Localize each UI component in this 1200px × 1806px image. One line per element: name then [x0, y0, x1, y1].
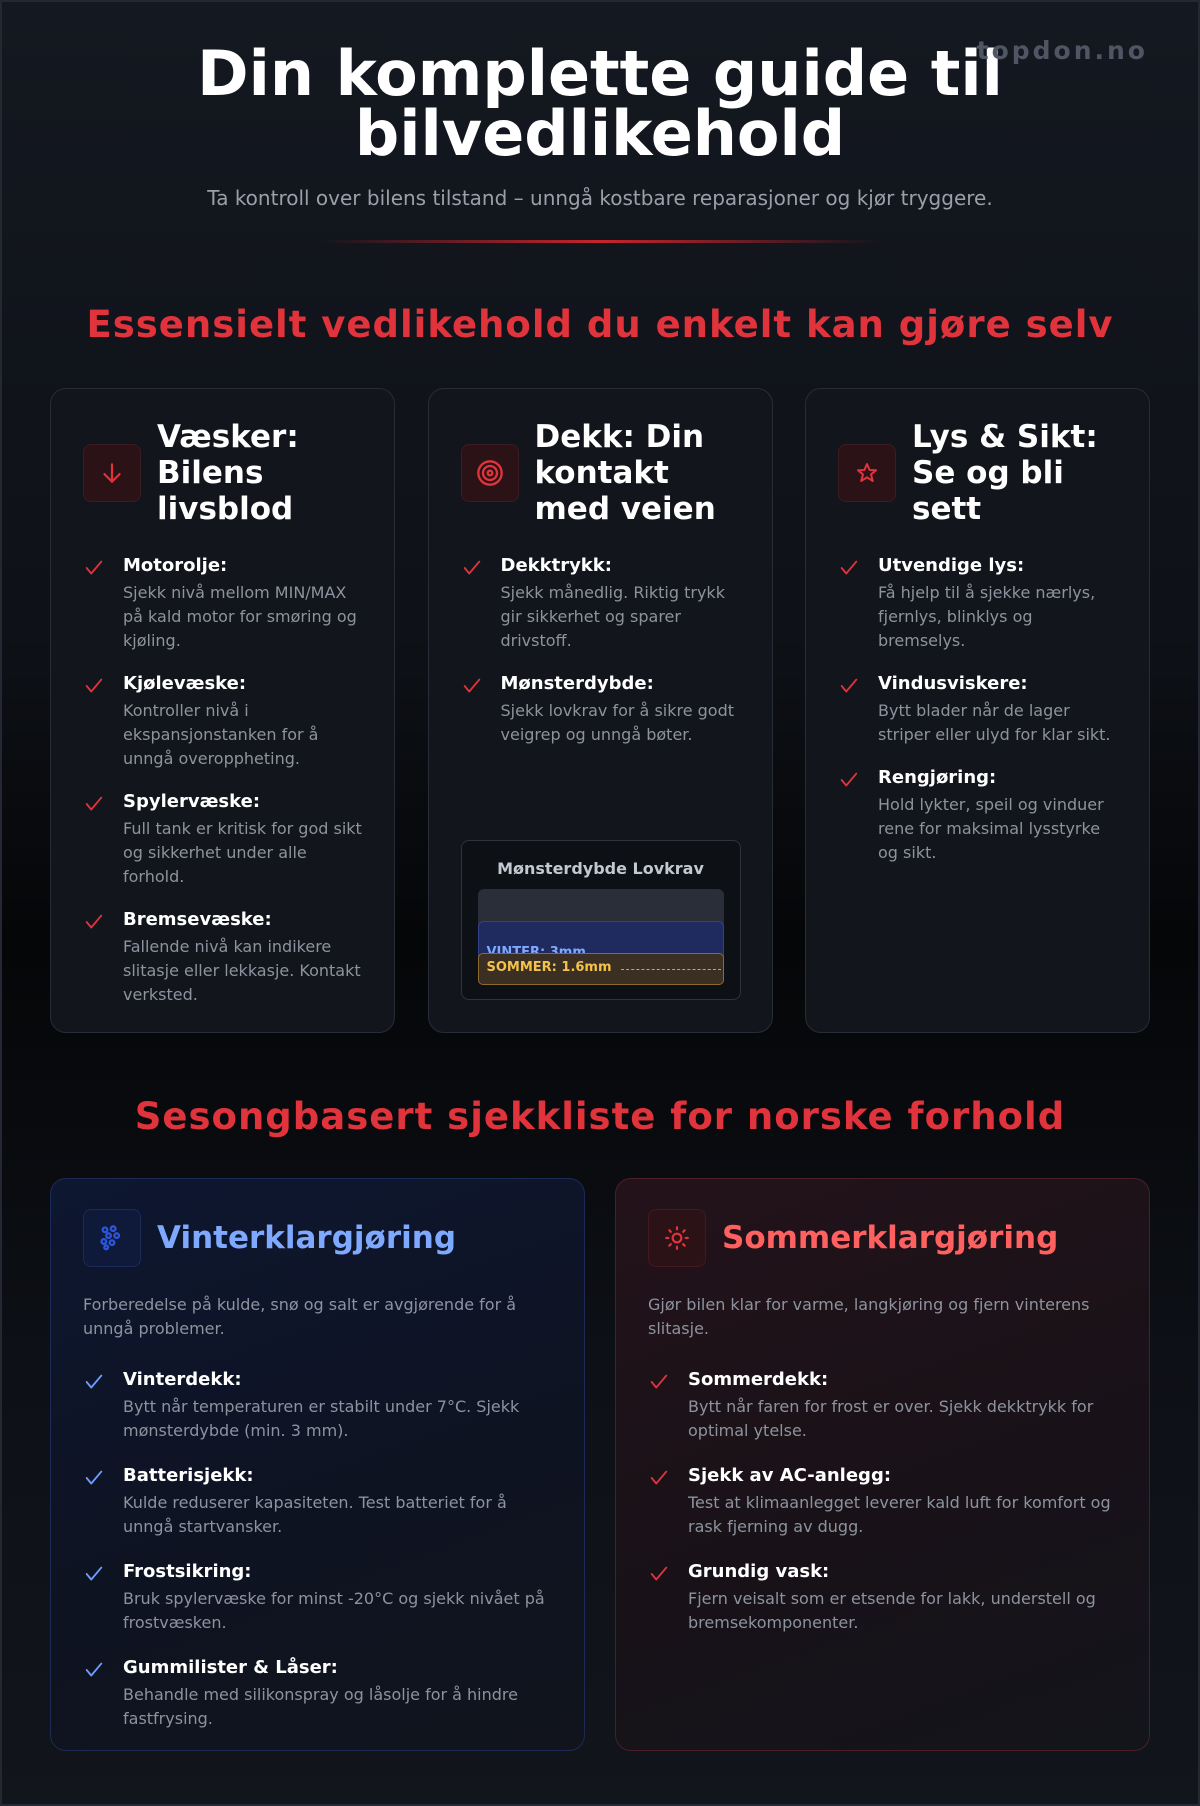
list-item [648, 1367, 1119, 1443]
item-title: Vinterdekk: [123, 1369, 242, 1390]
list-item [83, 553, 364, 653]
list-item [461, 553, 742, 653]
check-icon [83, 1559, 123, 1635]
maintenance-cards [50, 388, 1150, 1033]
tread-summer-line [621, 969, 721, 970]
check-icon [461, 671, 501, 747]
checklist [838, 553, 1119, 865]
item-text: Bytt når faren for frost er over. Sjekk dekktrykk for optimal ytelse. [688, 1397, 1094, 1440]
winter-checklist [83, 1367, 554, 1731]
summer-intro: Gjør bilen klar for varme, langkjøring og fjern vinterens slitasje. [648, 1295, 1090, 1338]
item-title: Sjekk av AC-anlegg: [688, 1465, 892, 1486]
star-icon [838, 444, 896, 502]
card-header [461, 419, 742, 527]
item-text: Bytt når temperaturen er stabilt under 7°C. Sjekk mønsterdybde (min. 3 mm). [123, 1397, 520, 1440]
list-item [838, 553, 1119, 653]
item-title: Frostsikring: [123, 1561, 252, 1582]
check-icon [838, 765, 878, 865]
item-title: Sommerdekk: [688, 1369, 829, 1390]
item-title: Kjølevæske: [123, 673, 247, 694]
item-text: Bruk spylervæske for minst -20°C og sjekk nivået på frostvæsken. [123, 1589, 545, 1632]
hero-divider [320, 240, 880, 243]
item-title: Grundig vask: [688, 1561, 830, 1582]
summer-checklist [648, 1367, 1119, 1635]
item-text: Fjern veisalt som er etsende for lakk, understell og bremsekomponenter. [688, 1589, 1096, 1632]
item-title: Dekktrykk: [500, 555, 612, 576]
arrow-down-icon [83, 444, 141, 502]
checklist [461, 553, 742, 747]
winter-intro: Forberedelse på kulde, snø og salt er avgjørende for å unngå problemer. [83, 1295, 517, 1338]
list-item [461, 671, 742, 747]
tread-depth-diagram [461, 840, 741, 1000]
page-title: Din komplette guide til bilvedlikehold [197, 37, 1003, 170]
list-item [83, 1655, 554, 1731]
check-icon [83, 1655, 123, 1731]
summer-title: Sommerklargjøring [722, 1220, 1059, 1256]
item-title: Utvendige lys: [878, 555, 1025, 576]
check-icon [461, 553, 501, 653]
check-icon [648, 1559, 688, 1635]
list-item [83, 1559, 554, 1635]
card-lights [805, 388, 1150, 1033]
list-item [83, 671, 364, 771]
card-title: Væsker: Bilens livsblod [157, 419, 299, 527]
winter-panel [50, 1178, 585, 1751]
item-text: Sjekk nivå mellom MIN/MAX på kald motor for smøring og kjøling. [123, 583, 357, 650]
section-title-maintenance: Essensielt vedlikehold du enkelt kan gjøre selv [86, 303, 1114, 346]
list-item [83, 907, 364, 1007]
snowflake-icon [83, 1209, 141, 1267]
winter-header [83, 1209, 554, 1267]
winter-title: Vinterklargjøring [157, 1220, 457, 1256]
card-tires [428, 388, 773, 1033]
summer-header [648, 1209, 1119, 1267]
check-icon [648, 1367, 688, 1443]
item-title: Bremsevæske: [123, 909, 272, 930]
item-text: Hold lykter, speil og vinduer rene for maksimal lysstyrke og sikt. [878, 795, 1104, 862]
list-item [83, 789, 364, 889]
tread-summer-level [478, 953, 724, 985]
list-item [838, 765, 1119, 865]
page-subtitle: Ta kontroll over bilens tilstand – unngå kostbare reparasjoner og kjør tryggere. [207, 186, 993, 210]
item-title: Vindusviskere: [878, 673, 1028, 694]
tread-diagram-title: Mønsterdybde Lovkrav [497, 859, 704, 878]
item-title: Motorolje: [123, 555, 228, 576]
item-title: Gummilister & Låser: [123, 1657, 338, 1678]
check-icon [83, 1367, 123, 1443]
card-header [83, 419, 364, 527]
tread-summer-label: SOMMER: 1.6mm [486, 960, 612, 975]
list-item [83, 1463, 554, 1539]
item-text: Behandle med silikonspray og låsolje for å hindre fastfrysing. [123, 1685, 518, 1728]
item-text: Fallende nivå kan indikere slitasje eller lekkasje. Kontakt verksted. [123, 937, 361, 1004]
card-title: Lys & Sikt: Se og bli sett [912, 419, 1098, 527]
list-item [83, 1367, 554, 1443]
check-icon [83, 1463, 123, 1539]
watermark: topdon.no [976, 36, 1148, 65]
item-text: Test at klimaanlegget leverer kald luft for komfort og rask fjerning av dugg. [688, 1493, 1111, 1536]
check-icon [838, 671, 878, 747]
item-title: Rengjøring: [878, 767, 997, 788]
item-text: Få hjelp til å sjekke nærlys, fjernlys, blinklys og bremselys. [878, 583, 1096, 650]
list-item [838, 671, 1119, 747]
check-icon [648, 1463, 688, 1539]
section-title-seasonal: Sesongbasert sjekkliste for norske forhold [134, 1095, 1066, 1138]
item-title: Batterisjekk: [123, 1465, 254, 1486]
check-icon [83, 907, 123, 1007]
target-icon [461, 444, 519, 502]
card-fluids [50, 388, 395, 1033]
sun-icon [648, 1209, 706, 1267]
item-text: Sjekk lovkrav for å sikre godt veigrep og unngå bøter. [500, 701, 735, 744]
checklist [83, 553, 364, 1007]
item-text: Kontroller nivå i ekspansjonstanken for å unngå overoppheting. [123, 701, 319, 768]
item-title: Mønsterdybde: [500, 673, 654, 694]
list-item [648, 1463, 1119, 1539]
check-icon [83, 553, 123, 653]
item-text: Full tank er kritisk for god sikt og sikkerhet under alle forhold. [123, 819, 362, 886]
item-text: Bytt blader når de lager striper eller ulyd for klar sikt. [878, 701, 1111, 744]
item-text: Sjekk månedlig. Riktig trykk gir sikkerhet og sparer drivstoff. [500, 583, 725, 650]
check-icon [83, 671, 123, 771]
tread-graphic [478, 889, 724, 985]
check-icon [83, 789, 123, 889]
card-header [838, 419, 1119, 527]
summer-panel [615, 1178, 1150, 1751]
card-title: Dekk: Din kontakt med veien [534, 419, 716, 527]
list-item [648, 1559, 1119, 1635]
seasonal-checklists [50, 1178, 1150, 1751]
item-text: Kulde reduserer kapasiteten. Test batteriet for å unngå startvansker. [123, 1493, 507, 1536]
check-icon [838, 553, 878, 653]
item-title: Spylervæske: [123, 791, 261, 812]
